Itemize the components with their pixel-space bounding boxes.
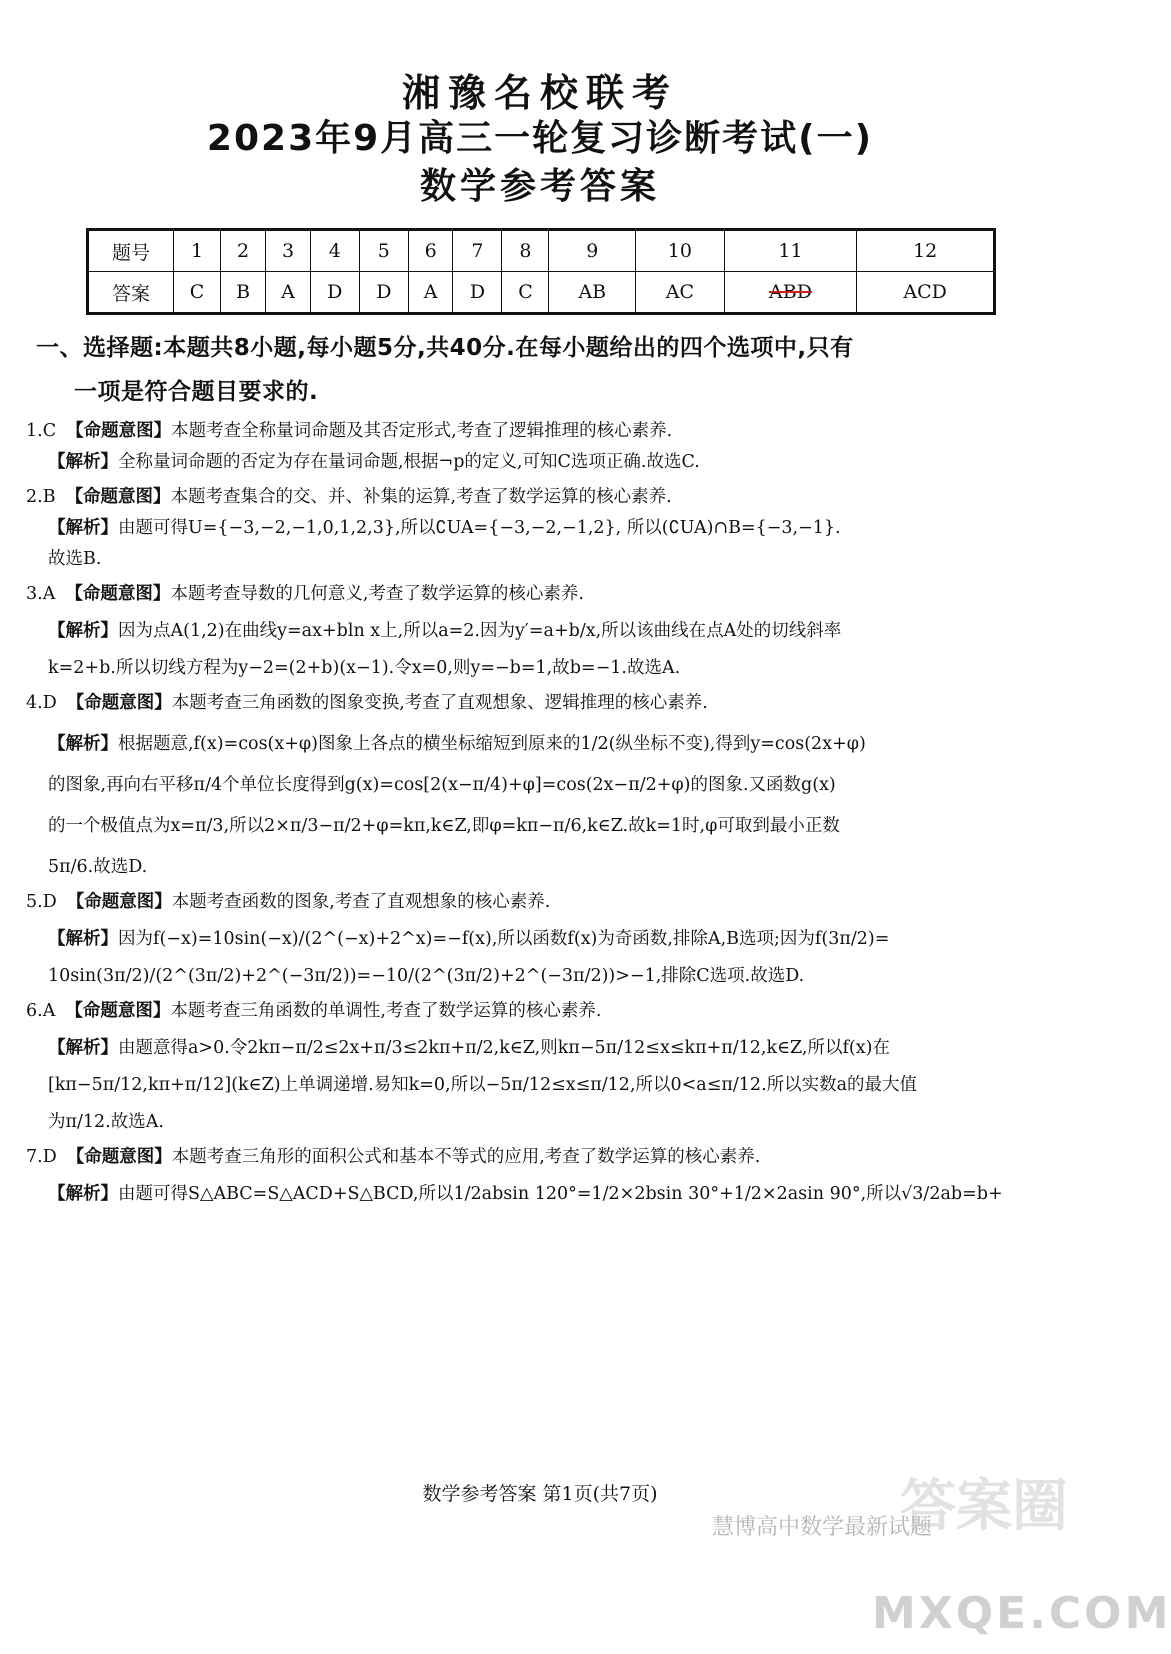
analysis-text: 由题可得S△ABC=S△ACD+S△BCD,所以1/2absin 120°=1/2×2bsin 30°+1/2×2asin 90°,所以√3/2ab=b+ [118, 1184, 1003, 1204]
question-intent-line [26, 889, 1056, 916]
intent-text: 本题考查三角函数的单调性,考查了数学运算的核心素养. [170, 1001, 602, 1021]
title-line-2: 2023年9月高三一轮复习诊断考试(一) [206, 118, 874, 159]
watermark-text: 慧博高中数学最新试题 [712, 1515, 933, 1540]
number-cell: 4 [310, 230, 359, 272]
analysis-line [26, 1181, 1056, 1208]
intent-label: 【命题意图】 [66, 693, 172, 713]
question-block [26, 581, 1056, 682]
analysis-line [26, 1035, 1056, 1062]
intent-label: 【命题意图】 [65, 584, 171, 604]
question-block [26, 889, 1056, 990]
analysis-text: k=2+b.所以切线方程为y−2=(2+b)(x−1).令x=0,则y=−b=1,故b=−1.故选A. [48, 658, 681, 678]
analysis-text: 的一个极值点为x=π/3,所以2×π/3−π/2+φ=kπ,k∈Z,即φ=kπ−π/6,k∈Z.故k=1时,φ可取到最小正数 [48, 816, 840, 836]
analysis-label: 【解析】 [48, 452, 118, 472]
analysis-label: 【解析】 [48, 1184, 118, 1204]
intent-label: 【命题意图】 [65, 1001, 171, 1021]
answer-cell: D [310, 272, 359, 314]
number-cell: 9 [549, 230, 636, 272]
answer-table-answer-row [88, 272, 995, 314]
number-cell: 5 [359, 230, 408, 272]
answer-cell: A [266, 272, 311, 314]
question-intent-line [26, 418, 1056, 445]
analysis-text: 的图象,再向右平移π/4个单位长度得到g(x)=cos[2(x−π/4)+φ]=cos(2x−π/2+φ)的图象.又函数g(x) [48, 775, 836, 795]
intent-label: 【命题意图】 [66, 421, 172, 441]
analysis-text: [kπ−5π/12,kπ+π/12](k∈Z)上单调递增.易知k=0,所以−5π/12≤x≤π/12,所以0<a≤π/12.所以实数a的最大值 [48, 1075, 918, 1095]
analysis-text: 5π/6.故选D. [48, 857, 148, 877]
analysis-label: 【解析】 [48, 1038, 118, 1058]
number-cell: 1 [174, 230, 221, 272]
number-cell: 12 [857, 230, 995, 272]
answer-cell: D [453, 272, 502, 314]
intent-text: 本题考查三角函数的图象变换,考查了直观想象、逻辑推理的核心素养. [171, 693, 708, 713]
analysis-line [26, 963, 1056, 990]
analysis-label: 【解析】 [48, 621, 118, 641]
watermark-logo: 答案圈 [900, 1474, 1068, 1539]
section-heading-line-1: 一、选择题:本题共8小题,每小题5分,共40分.在每小题给出的四个选项中,只有 [36, 335, 854, 361]
number-cell: 6 [408, 230, 453, 272]
question-intent-line [26, 1144, 1056, 1171]
analysis-line [26, 546, 1056, 573]
intent-text: 本题考查导数的几何意义,考查了数学运算的核心素养. [170, 584, 584, 604]
struck-answer: ABD [769, 281, 812, 303]
intent-text: 本题考查函数的图象,考查了直观想象的核心素养. [171, 892, 551, 912]
analysis-line [26, 854, 1056, 881]
analysis-line [26, 813, 1056, 840]
question-block [26, 418, 1056, 476]
question-intent-line [26, 484, 1056, 511]
title-line-1: 湘豫名校联考 [401, 71, 678, 115]
number-row-label: 题号 [88, 230, 174, 272]
analysis-label: 【解析】 [48, 734, 118, 754]
answer-explanations [26, 418, 1056, 1216]
intent-label: 【命题意图】 [65, 487, 171, 507]
analysis-line [26, 772, 1056, 799]
question-intent-line [26, 581, 1056, 608]
analysis-line [26, 1109, 1056, 1136]
answer-row-label: 答案 [88, 272, 174, 314]
watermark-site: MXQE.COM [872, 1588, 1171, 1639]
question-block [26, 998, 1056, 1136]
section-heading-line-2: 一项是符合题目要求的. [74, 379, 319, 405]
analysis-line [26, 515, 1056, 542]
question-block [26, 1144, 1056, 1208]
analysis-text: 全称量词命题的否定为存在量词命题,根据¬p的定义,可知C选项正确.故选C. [118, 452, 700, 472]
answer-cell: C [174, 272, 221, 314]
analysis-text: 根据题意,f(x)=cos(x+φ)图象上各点的横坐标缩短到原来的1/2(纵坐标不变),得到y=cos(2x+φ) [118, 734, 866, 754]
question-intent-line [26, 690, 1056, 717]
analysis-text: 由题意得a>0.令2kπ−π/2≤2x+π/3≤2kπ+π/2,k∈Z,则kπ−5π/12≤x≤kπ+π/12,k∈Z,所以f(x)在 [118, 1038, 890, 1058]
intent-text: 本题考查集合的交、并、补集的运算,考查了数学运算的核心素养. [170, 487, 672, 507]
question-number: 5.D [26, 892, 57, 912]
title-line-3: 数学参考答案 [419, 166, 660, 207]
analysis-text: 因为点A(1,2)在曲线y=ax+bln x上,所以a=2.因为y′=a+b/x,所以该曲线在点A处的切线斜率 [118, 621, 842, 641]
question-block [26, 690, 1056, 881]
answer-cell: A [408, 272, 453, 314]
number-cell: 11 [724, 230, 857, 272]
answer-cell: AB [549, 272, 636, 314]
question-number: 1.C [26, 421, 57, 441]
section-heading [36, 326, 1046, 414]
intent-text: 本题考查全称量词命题及其否定形式,考查了逻辑推理的核心素养. [171, 421, 673, 441]
intent-label: 【命题意图】 [66, 892, 172, 912]
question-intent-line [26, 998, 1056, 1025]
answer-cell: D [359, 272, 408, 314]
analysis-line [26, 731, 1056, 758]
question-number: 6.A [26, 1001, 56, 1021]
question-number: 3.A [26, 584, 56, 604]
page-footer: 数学参考答案 第1页(共7页) [422, 1483, 658, 1505]
question-number: 2.B [26, 487, 56, 507]
analysis-label: 【解析】 [48, 929, 118, 949]
number-cell: 7 [453, 230, 502, 272]
answer-cell-struck [724, 272, 857, 314]
number-cell: 3 [266, 230, 311, 272]
answer-cell: ACD [857, 272, 995, 314]
question-number: 7.D [26, 1147, 57, 1167]
analysis-text: 10sin(3π/2)/(2^(3π/2)+2^(−3π/2))=−10/(2^(3π/2)+2^(−3π/2))>−1,排除C选项.故选D. [48, 966, 805, 986]
analysis-line [26, 449, 1056, 476]
analysis-text: 由题可得U={−3,−2,−1,0,1,2,3},所以∁UA={−3,−2,−1,2}, 所以(∁UA)∩B={−3,−1}. [118, 518, 841, 538]
intent-text: 本题考查三角形的面积公式和基本不等式的应用,考查了数学运算的核心素养. [171, 1147, 761, 1167]
analysis-label: 【解析】 [48, 518, 118, 538]
answer-table-number-row [88, 230, 995, 272]
question-block [26, 484, 1056, 573]
analysis-line [26, 655, 1056, 682]
intent-label: 【命题意图】 [66, 1147, 172, 1167]
question-number: 4.D [26, 693, 57, 713]
number-cell: 8 [502, 230, 549, 272]
answer-cell: AC [636, 272, 724, 314]
analysis-line [26, 1072, 1056, 1099]
analysis-text: 为π/12.故选A. [48, 1112, 164, 1132]
number-cell: 2 [220, 230, 265, 272]
number-cell: 10 [636, 230, 724, 272]
analysis-text: 因为f(−x)=10sin(−x)/(2^(−x)+2^x)=−f(x),所以函数f(x)为奇函数,排除A,B选项;因为f(3π/2)= [118, 929, 890, 949]
answer-table [86, 228, 996, 315]
analysis-line [26, 926, 1056, 953]
analysis-text: 故选B. [48, 549, 102, 569]
answer-cell: C [502, 272, 549, 314]
analysis-line [26, 618, 1056, 645]
answer-cell: B [220, 272, 265, 314]
